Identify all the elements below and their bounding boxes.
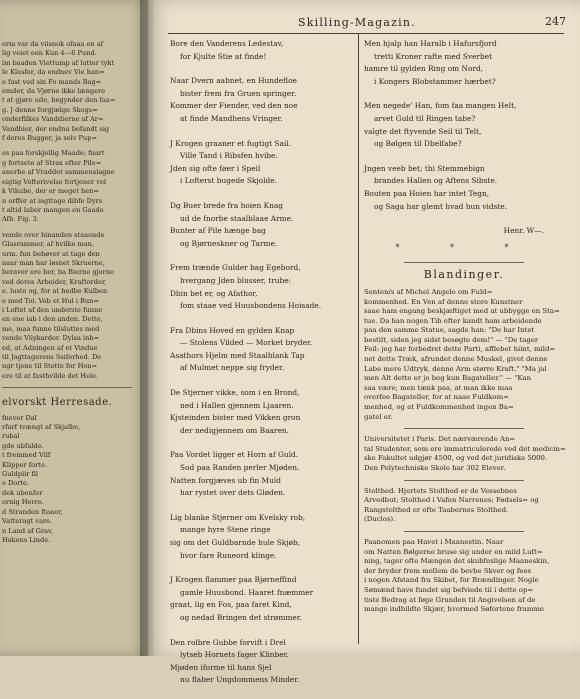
poem-stanza (170, 325, 354, 375)
left-text-line: Afb. Fig. 3. (2, 215, 39, 224)
poem-stanza (170, 200, 354, 250)
verse-line: hvergang Jden blusser, trube: (180, 275, 292, 285)
verse-line: Men hjalp han Haralb i Hafursfjord (364, 39, 497, 48)
prose-line: ske Fakultet udgjør 4500, og ved det juridiske 5000. (364, 454, 548, 463)
prose-line: net dette Træk, afrundet denne Muskel, givet denne (364, 355, 548, 364)
prose-line: om Natten Bølgerne bruse sig under en mild Luft= (364, 547, 543, 556)
prose-line: Universitetet i Paris. Det nærværende An= (364, 435, 516, 444)
left-text-line: emder, da Vjørne ikke længere (2, 87, 106, 96)
left-poem-line: Hakens Linde. (2, 535, 51, 544)
left-poem-line: d Stranden ftaaer, (2, 507, 63, 516)
left-text-line: n orffer at iagttage dibfe Dyrs (2, 196, 103, 205)
left-text-line: onderfilkes Vanddierne af Ar= (2, 115, 104, 124)
left-poem-line: dek ubenfor (2, 488, 43, 497)
verse-line: Ville Tand i Ribsfen hvibe. (180, 151, 278, 161)
prose-line: mange indbildte Skjær, hvormed Søfortene framme (364, 605, 545, 614)
prose-line: tal Studenter, som ere immatriculerede ved det medicin= (364, 444, 566, 453)
poem-stanza (364, 38, 564, 88)
verse-line: J Krogen flammer paa Bjørneffind (170, 575, 297, 585)
left-text-line: k Vikube, der er meget hen= (2, 187, 99, 196)
poem-stanza (170, 38, 354, 63)
left-poem-line: e Dorte. (2, 479, 30, 488)
verse-line: Mjøden iforme til hans Sjel (170, 662, 272, 672)
left-text-line: ngr tjene til Stotte for Hon= (2, 362, 98, 371)
left-poem-line: Guldpiir fil (2, 470, 39, 479)
left-divider (2, 387, 132, 388)
verse-line: Kommer der Fiender, ved den noe (170, 101, 298, 111)
verse-line: Men negede' Han, fom faa mangen Helt, (364, 101, 517, 111)
verse-line: arvet Guld til Ringen tabe? (374, 113, 476, 123)
verse-line: lytseb Hornets fager Klinber. (180, 650, 289, 660)
verse-line: har rystet over dets Gløden. (180, 488, 286, 498)
left-text-line: i Loftet af den underste funne (2, 305, 103, 314)
column-rule (358, 34, 359, 644)
prose-line: Paanomen paa Havet i Maanestin. Naar (364, 537, 504, 546)
left-poem-line: t fremmed Vilf (2, 451, 51, 460)
poem-stanza (170, 574, 354, 624)
left-text-line: anerbe af Vraddet sammenslagne (2, 168, 115, 177)
prose-line: Sømænd have fundet sig befviede til i dette op= (364, 585, 534, 594)
left-text-line: ved deres Arbeider, Kraftorder, (2, 277, 107, 286)
poem-stanza (170, 75, 354, 125)
prose-line: Senten/s af Michel Angelo om Fuld= (364, 287, 493, 296)
left-page-column (2, 40, 142, 545)
left-poem-lines (2, 414, 142, 546)
verse-line: gamle Huusbond. Haaret fnæmmer (180, 587, 314, 597)
left-page (0, 0, 148, 656)
verse-line: og Bølgen til Dbelfabe? (374, 139, 462, 149)
left-text-line: g. J denne forgjælge Skogs= (2, 105, 98, 114)
prose-line: saa være; men tænk paa, at man ikke maa (364, 383, 513, 392)
left-text-line: vende Vilykarder. Dylsa inb= (2, 334, 100, 343)
verse-line: for Kjulte Stie at finde! (180, 51, 267, 61)
left-text-line: es paa forskjellig Maade; fnart (2, 149, 105, 158)
page-number: 247 (545, 15, 566, 28)
left-text-line: ed, at Adningen af et Vindue (2, 343, 98, 352)
prose-line: (Duclos). (364, 515, 396, 524)
left-text-line: e. luste og, for at hedbe Kulben (2, 287, 108, 296)
prose-line: i nogen Afstand fra Skibet, for Brændinger. Nogle (364, 576, 539, 585)
prose-line: overfee Bagateller, for at naae Fuldkom= (364, 393, 509, 402)
prose-line: gatel er. (364, 412, 393, 421)
verse-line: Den rolbre Gubbe forvift i Drel (170, 637, 286, 647)
verse-line: brandes Hallen og Aftens Sibste. (374, 176, 498, 186)
verse-line: Lig blanke Stjerner om Kvelsky rob, (170, 512, 306, 522)
prose-line: Labe mere Udtryk, denne Arm større Kraft." "Ma jal (364, 364, 547, 373)
prose-line: Rangstolthed er ofte Taabernes Stolthed. (364, 505, 509, 514)
prose-line: tiste Bedrag at føge Grunden til Angivelsen af de (364, 595, 536, 604)
left-poem-heading: elvorskt Herresade. (2, 397, 113, 409)
poem-stanza (170, 637, 354, 687)
poem-signature: Henr. W—. (503, 226, 544, 236)
verse-line: Kjsteinden bister med Vikken gron (170, 413, 301, 423)
left-text-line: g fortsete af Strax efter Pile= (2, 158, 102, 167)
left-text-block-3 (2, 231, 142, 382)
left-text-line: urm. fun behøver at tage den (2, 249, 100, 258)
left-text-line: til Jagttagerens Ssiferhed. De (2, 353, 102, 361)
left-text-line: ere til at fasthvilde det Hele. (2, 371, 99, 380)
section-heading: Blandinger. (423, 268, 505, 282)
miscellany-items (364, 288, 564, 615)
verse-line: tretti Kroner rafte med Sverbet (374, 51, 493, 61)
prose-line: kommenhed. En Ven af denne store Kunstner (364, 297, 523, 306)
prose-line: der bryder frem mellem de bevbe Skver og fees (364, 566, 532, 575)
verse-line: fom staae ved Huusbondens Hoisade. (180, 301, 322, 311)
left-text-line: im baaden Viettump af lutter tykt (2, 58, 115, 67)
poem-stanza (170, 262, 354, 312)
item-divider (404, 428, 524, 429)
verse-line: hamre til gylden Ring om Nord, (364, 64, 484, 74)
verse-line: at finde Mandhens Vringer. (180, 113, 283, 123)
verse-line: Bouten paa Hoien har intet Tegn, (364, 188, 490, 198)
verse-line: ud de fnorbe staalblaae Arme. (180, 213, 294, 223)
prose-line: men Alt dette er jo beg kun Bagateller." — "Kan (364, 374, 532, 383)
magazine-title: Skilling-Magazin. (298, 16, 416, 29)
prose-line: Den Polytechniske Skole har 302 Elever. (364, 464, 506, 472)
prose-line: Arvedbut; Stolthed i Vafen Narrenes; Fødsels= og (364, 496, 539, 505)
left-text-line: Vandbier, der endnu befandt sig (2, 124, 110, 133)
left-text-block-1 (2, 40, 142, 143)
prose-line: saae ham engang beskjæftiget med at ubbygge en Sta= (364, 307, 560, 316)
left-text-line: t altid laber mangen en Gaade (2, 205, 104, 214)
left-text-line: eigtig Vefterivelse fortjener vel (2, 177, 107, 186)
verse-line: bister frem fra Gruen springer. (180, 88, 297, 98)
left-text-line: en ene iab i den anden. Dette, (2, 315, 103, 324)
prose-line: bestilt, siden jeg sidst besøgte dem!" — "De tager (364, 335, 539, 344)
verse-line: Jden sig ofte føer i Speil (170, 163, 261, 173)
left-poem-line: ornig Herre. (2, 498, 44, 507)
verse-line: valgte det ftyvende Seil til Telt, (364, 126, 482, 136)
miscellany-item (364, 435, 564, 473)
item-divider (404, 531, 524, 532)
left-poem-line: Vatteragt vare. (2, 517, 53, 526)
left-text-line: naar man har løsnet Skruerne, (2, 258, 105, 267)
left-text-line: e fast ved sin Fo mands Bag= (2, 77, 102, 86)
miscellany-item (364, 538, 564, 615)
verse-line: Jngen veeb bet; thi Stemmebign (364, 163, 485, 173)
miscellany-item (364, 288, 564, 422)
poem-stanza (170, 387, 354, 437)
verse-line: i Kongers Blobstammer hærbet? (374, 76, 496, 86)
page-header (148, 14, 580, 32)
verse-line: der nedigjennem om Baaren. (180, 425, 289, 435)
left-text-line: erm var da viisnok ofaaa en af (2, 40, 104, 48)
poem-stanza (170, 512, 354, 562)
verse-line: hvor fare Runeord klinge. (180, 550, 277, 560)
right-page (148, 0, 580, 685)
verse-line: mange hyre Stene ringe (180, 525, 271, 535)
left-text-line: f deres Bugger, ja selv Pup= (2, 134, 97, 143)
section-stars: * * * (395, 242, 533, 252)
verse-line: Paa Vordet ligger et Horn af Guld. (170, 450, 299, 460)
book-gutter (140, 0, 154, 656)
left-text-line: beraver ere ber, ba Bierne gjerne (2, 268, 114, 277)
left-text-line: me, maa funne tilsluttes med (2, 324, 100, 333)
verse-line: Dbin bet er, og Afathor, (170, 288, 258, 298)
section-divider (404, 262, 524, 263)
poem-stanza (170, 138, 354, 188)
left-poem-line: rfarf tvængt af Skjalbe, (2, 423, 81, 432)
left-text-line: lig veiet een Kun 4—6 Pund. (2, 49, 97, 58)
left-text-line: t at gjøre ude, begynder den faa= (2, 96, 116, 105)
verse-line: Bunter af Pile hænge bag (170, 226, 266, 236)
poem-stanza (170, 449, 354, 499)
left-poem-line: n Land af Grav, (2, 526, 54, 535)
poem-stanza (364, 100, 564, 150)
prose-line: tue. Da han nogen Tib efter kandt ham arbeidende (364, 316, 542, 325)
miscellany-item (364, 487, 564, 525)
left-text-line: le Klasfer, da endnev Vie han= (2, 68, 105, 77)
verse-line: Natten forgjæves ub fin Muld (170, 475, 281, 485)
verse-line: af Mulmet neppe sig fryder. (180, 363, 285, 373)
prose-line: menhed, og at Fuldkommenhed ingen Ba= (364, 403, 514, 412)
verse-line: og Bjørneskner og Tarme. (180, 238, 278, 248)
verse-line: Asathors Hjelm med Staalblank Tap (170, 350, 305, 360)
poem-final-stanza (364, 163, 564, 213)
poem-column-right (364, 38, 564, 151)
verse-line: nu flaber Ungdommens Minder. (180, 675, 300, 685)
verse-line: — Stolens Vilded — Morket bryder. (180, 338, 313, 348)
left-text-block-2 (2, 149, 142, 224)
verse-line: graat, lig en Fos, paa faret Kind, (170, 600, 292, 610)
verse-line: Fra Dbins Hoved en gylden Knap (170, 325, 295, 335)
left-poem-line: Klipper forte. (2, 460, 47, 469)
verse-line: ned i Hallen gjennem Ljaaren. (180, 400, 294, 410)
prose-line: ning, tager ofte Mængen det skubfeslige Maaneskin, (364, 557, 550, 566)
poem-column-left (170, 38, 354, 699)
left-text-line: Glasrammer, af hvilke man, (2, 240, 94, 249)
verse-line: og Saga har glemt hvad hun vidste. (374, 201, 508, 211)
left-text-line: e med Toi. Veb et Hul i Bun= (2, 296, 99, 305)
verse-line: De Stjerner vikke, som i en Brond, (170, 388, 300, 398)
verse-line: Sod paa Randen perler Mjøden. (180, 463, 300, 473)
verse-line: Naar Dvern aabnet, en Hundefloe (170, 76, 297, 86)
prose-line: paa den samme Statue, sagde han: "De har Intet (364, 326, 535, 335)
right-column (364, 38, 564, 621)
verse-line: sig om det Guldbarnde hule Skjøb, (170, 538, 301, 547)
left-text-line: vende over hinanden staaende (2, 230, 105, 239)
verse-line: Dg Buer brede fra hoien Knag (170, 200, 284, 210)
left-poem-line: fnever Dal (2, 413, 37, 422)
verse-line: J Krogen graaner et fugtigt Sail. (170, 138, 291, 148)
item-divider (404, 480, 524, 481)
left-poem-line: rubal (2, 432, 20, 441)
left-poem-line: gde ubfalde. (2, 441, 44, 450)
verse-line: Bore den Vanderens Ledestav, (170, 39, 284, 48)
prose-line: Feil: jeg har forbedret dette Parti, afflebet hiint, mild= (364, 345, 556, 354)
header-rule (168, 33, 564, 34)
prose-line: Stolthed. Hjertets Stolthed er de Vessebnes (364, 486, 517, 495)
verse-line: og nedad Bringen det strømmer. (180, 612, 302, 622)
verse-line: Frem trænde Gulder bag Egebord, (170, 263, 301, 273)
verse-line: i Lofterst bugede Skjolde. (180, 176, 277, 186)
